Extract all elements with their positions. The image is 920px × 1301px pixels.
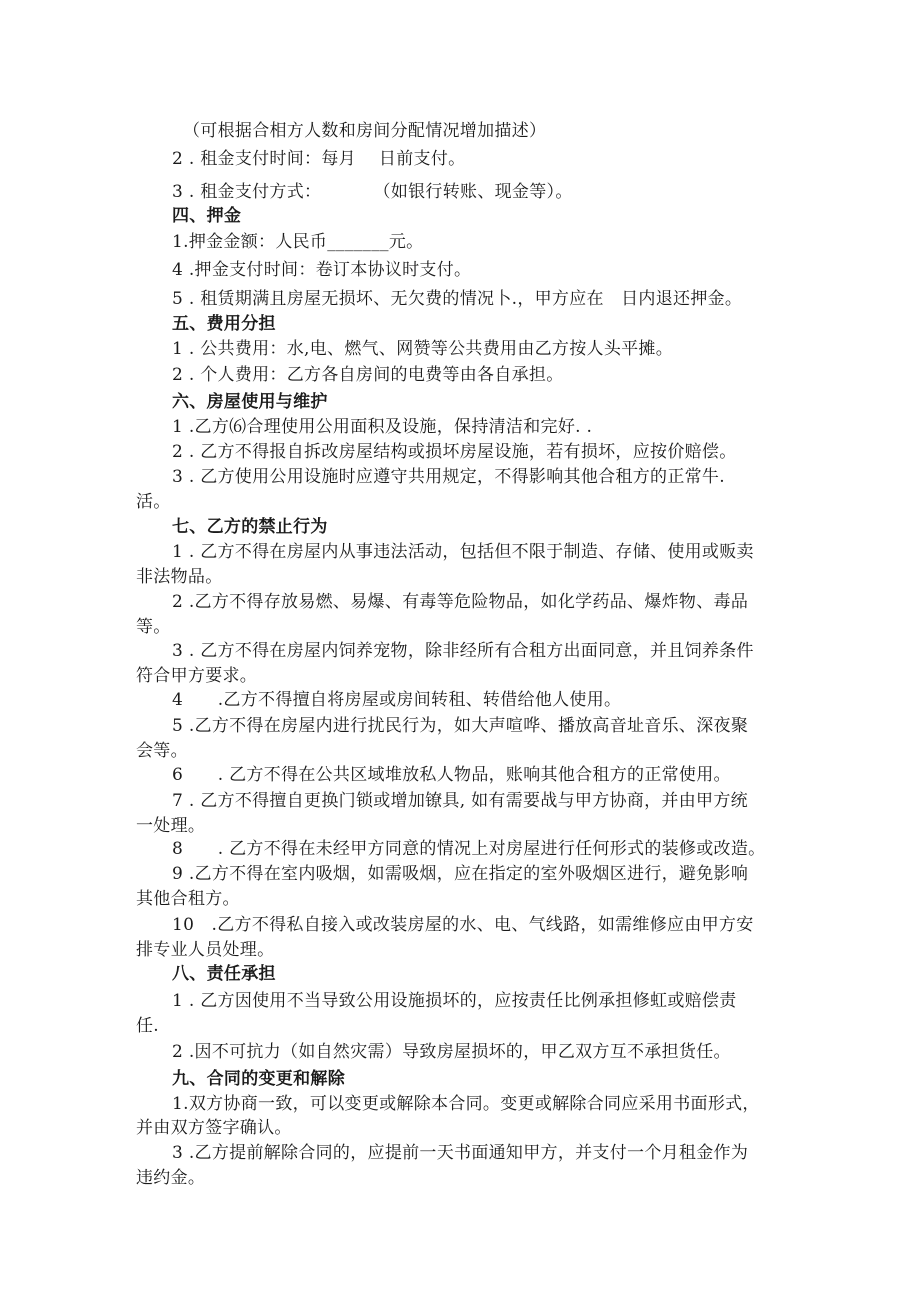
use-item-3: 3 . 乙方使用公用设施时应遵守共用规定，不得影响其他合租方的正常牛. (172, 467, 725, 487)
termination-item-1: 1.双方协商一致，可以变更或解除本合同。变更或解除合同应采用书面形式， (172, 1094, 760, 1114)
prohibited-item-4: 4 .乙方不得擅自将房屋或房间转租、转借给他人使用。 (172, 690, 622, 710)
prohibited-item-10: 10 .乙方不得私自接入或改装房屋的水、电、气线路，如需维修应由甲方安 (172, 915, 754, 935)
liability-item-1: 1 . 乙方因使用不当导致公用设施损坏的，应按责任比例承担修虹或赔偿责 (172, 991, 737, 1011)
personal-costs: 2 . 个人费用：乙方各自房间的电费等由各自承担。 (172, 365, 564, 385)
prohibited-item-8: 8 . 乙方不得在未经甲方同意的情况上对房屋进行任何形式的装修或改造。 (172, 839, 766, 859)
prohibited-item-5: 5 .乙方不得在房屋内进行扰民行为，如大声喧哗、播放高音址音乐、深夜聚 (172, 716, 749, 736)
liability-item-2: 2 .因不可抗力（如自然灾需）导致房屋损坏的，甲乙双方互不承担货任。 (172, 1042, 731, 1062)
section-heading-liability: 八、责任承担 (172, 964, 276, 984)
note-line: （可根据合相方人数和房间分配情况增加描述） (183, 121, 547, 141)
use-item-2: 2 . 乙方不得报自拆改房屋结构或损坏房屋设施，若有损坏，应按价赔偿。 (172, 442, 737, 462)
prohibited-item-3-cont: 符合甲方要求。 (136, 666, 258, 686)
deposit-payment-time: 4 .押金支付时间：卷订本协议时支付。 (172, 260, 472, 280)
prohibited-item-1-cont: 非法物品。 (136, 567, 223, 587)
prohibited-item-3: 3 . 乙方不得在房屋内饲养宠物，除非经所有合租方出面同意，并且饲养条件 (172, 641, 754, 661)
prohibited-item-5-cont: 会等。 (136, 741, 188, 761)
rent-payment-time: 2 . 租金支付时间：每月 日前支付。 (172, 149, 466, 169)
liability-item-1-cont: 任. (136, 1016, 160, 1036)
termination-item-3: 3 .乙方提前解除合同的，应提前一天书面通知甲方，并支付一个月租金作为 (172, 1143, 749, 1163)
section-heading-deposit: 四、押金 (172, 206, 242, 226)
prohibited-item-7-cont: 一处理。 (136, 816, 206, 836)
rent-payment-method: 3 . 租金支付方式： （如银行转账、现金等）。 (172, 182, 573, 202)
termination-item-1-cont: 并由双方签字确认。 (136, 1118, 292, 1138)
prohibited-item-6: 6 . 乙方不得在公共区域堆放私人物品，账响其他合租方的正常使用。 (172, 765, 731, 785)
section-heading-prohibited: 七、乙方的禁止行为 (172, 517, 328, 537)
use-item-1: 1 .乙方⑹合理使用公用面积及设施，保持清洁和完好. . (172, 417, 593, 437)
section-heading-costs: 五、费用分担 (172, 314, 276, 334)
public-costs: 1 . 公共费用：水,电、燃气、网赞等公共费用由乙方按人头平摊。 (172, 339, 674, 359)
use-item-3-cont: 活。 (136, 492, 171, 512)
termination-item-3-cont: 违约金。 (136, 1168, 206, 1188)
deposit-amount: 1.押金金额：人民币_______元。 (172, 232, 424, 252)
prohibited-item-1: 1 . 乙方不得在房屋内从事违法活动，包括但不限于制造、存储、使用或贩卖 (172, 542, 754, 562)
prohibited-item-2: 2 .乙方不得存放易燃、易爆、有毒等危险物品，如化学药品、爆炸物、毒品 (172, 592, 749, 612)
prohibited-item-7: 7 . 乙方不得擅自更换门锁或增加镣具, 如有需要战与甲方协商，并由甲方统 (172, 791, 748, 811)
prohibited-item-9-cont: 其他合租方。 (136, 889, 240, 909)
section-heading-use: 六、房屋使用与维护 (172, 392, 328, 412)
prohibited-item-10-cont: 排专业人员处理。 (136, 940, 275, 960)
section-heading-termination: 九、合同的变更和解除 (172, 1069, 345, 1089)
deposit-refund: 5 . 租赁期满且房屋无损坏、无欠费的情况卜.，甲方应在 日内退还押金。 (172, 289, 743, 309)
prohibited-item-2-cont: 等。 (136, 617, 171, 637)
prohibited-item-9: 9 .乙方不得在室内吸烟，如需吸烟，应在指定的室外吸烟区进行，避免影响 (172, 864, 749, 884)
